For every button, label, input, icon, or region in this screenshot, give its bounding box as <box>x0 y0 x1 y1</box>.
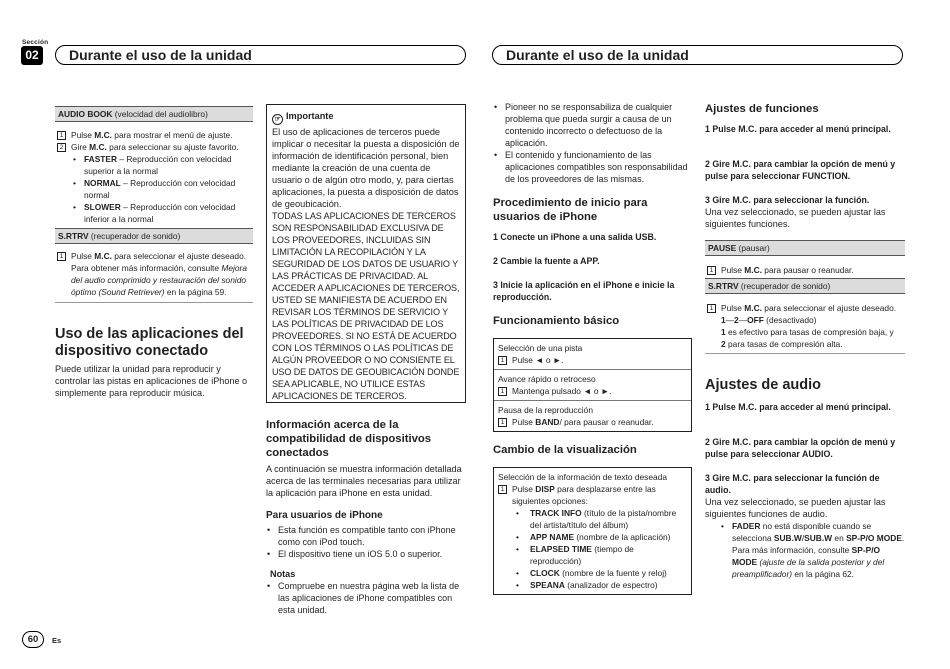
pause-bar: PAUSE (pausar) <box>705 240 905 256</box>
list-item: • Compruebe en nuestra página web la lista de las aplicaciones de iPhone compatibles con esta unidad. <box>266 580 466 616</box>
display-change-heading: Cambio de la visualización <box>493 444 637 456</box>
notes-list <box>266 580 466 616</box>
audiobook-bar: AUDIO BOOK (velocidad del audiolibro) <box>55 106 253 122</box>
important-text: El uso de aplicaciones de terceros puede implicar o necesitar la puesta a disposición de información de identificación personal, bien mediante la creación de una cuenta de usuario o de algún otro modo, y, para ciertas aplicaciones, la puesta a disposición de datos de geoubicación. <box>272 127 460 209</box>
srtrv-values: 1—2—OFF (desactivado) <box>721 315 817 325</box>
pause-step: 1 Pulse M.C. para pausar o reanudar. <box>705 264 905 276</box>
display-option: • SPEANA (analizador de espectro) <box>498 579 687 591</box>
list-item: • El dispositivo tiene un iOS 5.0 o superior. <box>266 548 466 560</box>
function-after: Una vez seleccionado, se pueden ajustar las siguientes funciones. <box>705 207 886 229</box>
important-caps: TODAS LAS APLICACIONES DE TERCEROS SON RESPONSABILIDAD EXCLUSIVA DE LOS PROVEEDORES, INCLUIDAS SIN LIMITACIÓN LA RECOPILACIÓN Y LA SEGURIDAD DE LOS DATOS DE USUARIO Y LAS PRÁCTICAS DE PRIVACIDAD. AL ACCEDER A APLICACIONES DE TERCEROS, USTED SE MANIFIESTA DE ACUERDO EN REVISAR LOS TÉRMINOS DE SERVICIO Y LAS POLÍTICAS DE PRIVACIDAD DE LOS PROVEEDORES. SI NO ESTÁ DE ACUERDO CON LOS TÉRMINOS O LAS POLÍTICAS DE ALGÚN PROVEEDOR O NO CONSIENTE EL USO DE DATOS DE GEOUBICACIÓN DONDE SEA APLICABLE, NO UTILICE ESTAS APLICACIONES DE TERCEROS. <box>272 211 460 401</box>
audiobook-option: • SLOWER – Reproducción con velocidad inferior a la normal <box>55 201 253 225</box>
basic-ops-heading: Funcionamiento básico <box>493 315 620 327</box>
page-number: 60 <box>22 631 44 648</box>
srtrv-step: 1 Pulse M.C. para seleccionar el ajuste deseado. <box>705 302 905 314</box>
start-procedure-heading: Procedimiento de inicio para usuarios de iPhone <box>493 197 648 223</box>
audio-settings-heading: Ajustes de audio <box>705 377 822 393</box>
srtrv-low: 1 es efectivo para tasas de compresión baja, y <box>721 327 894 337</box>
list-item: • El contenido y funcionamiento de las aplicaciones compatibles son responsabilidad de los proveedores de las mismas. <box>493 149 691 185</box>
srtrv-bar: S.RTRV (recuperador de sonido) <box>55 228 253 244</box>
display-option: • CLOCK (nombre de la fuente y reloj) <box>498 567 687 579</box>
function-settings-heading: Ajustes de funciones <box>705 103 819 115</box>
language-code: Es <box>52 636 62 645</box>
audiobook-option: • FASTER – Reproducción con velocidad superior a la normal <box>55 153 253 177</box>
audiobook-step-1: 1 Pulse M.C. para mostrar el menú de ajuste. <box>55 129 253 141</box>
function-step-3: 3 Gire M.C. para seleccionar la función. <box>705 195 870 205</box>
divider <box>705 353 905 354</box>
iphone-bullets <box>266 524 466 560</box>
section-label: Sección <box>22 39 49 46</box>
list-item: • Esta función es compatible tanto con iPhone como con iPod touch. <box>266 524 466 548</box>
audio-step-2: 2 Gire M.C. para cambiar la opción de menú y pulse para seleccionar AUDIO. <box>705 437 896 459</box>
apps-paragraph: Puede utilizar la unidad para reproducir y controlar las pistas en aplicaciones de iPhone o simplemente para reproducir música. <box>55 364 248 398</box>
function-settings-list <box>705 240 905 354</box>
important-icon: ☞ <box>272 114 283 125</box>
basic-ops-table <box>493 338 692 432</box>
display-option: • ELAPSED TIME (tiempo de reproducción) <box>498 543 687 567</box>
pioneer-bullets <box>493 101 691 185</box>
start-step-3: 3 Inicie la aplicación en el iPhone e inicie la reproducción. <box>493 280 675 302</box>
audio-after: Una vez seleccionado, se pueden ajustar las siguientes funciones de audio. <box>705 497 886 519</box>
display-table <box>493 467 692 595</box>
srtrv-high: 2 para tasas de compresión alta. <box>721 339 843 349</box>
apps-heading: Uso de las aplicaciones del dispositivo conectado <box>55 326 244 359</box>
display-option: • APP NAME (nombre de la aplicación) <box>498 531 687 543</box>
divider <box>55 302 253 303</box>
table-row: Avance rápido o retroceso 1 Mantenga pulsado ◄ o ►. <box>494 370 691 401</box>
start-step-1: 1 Conecte un iPhone a una salida USB. <box>493 232 657 242</box>
column-1 <box>55 106 253 303</box>
display-option: • TRACK INFO (título de la pista/nombre del artista/título del álbum) <box>498 507 687 531</box>
srtrv-bar: S.RTRV (recuperador de sonido) <box>705 278 905 294</box>
function-step-2: 2 Gire M.C. para cambiar la opción de menú y pulse para seleccionar FUNCTION. <box>705 159 896 181</box>
compat-heading: Información acerca de la compatibilidad de dispositivos conectados <box>266 419 432 459</box>
important-box <box>266 104 466 403</box>
iphone-users-heading: Para usuarios de iPhone <box>266 510 383 521</box>
srtrv-step: 1 Pulse M.C. para seleccionar el ajuste deseado. Para obtener más información, consulte Mejora del audio comprimido y restauración del sonido óptimo (Sound Retriever) en la página 59. <box>55 250 253 298</box>
compat-paragraph: A continuación se muestra información detallada acerca de las terminales necesarias para utilizar la aplicación para iPhone en esta unidad. <box>266 464 462 498</box>
start-step-2: 2 Cambie la fuente a APP. <box>493 256 600 266</box>
page-header-left: Durante el uso de la unidad <box>55 45 466 65</box>
audio-step-3: 3 Gire M.C. para seleccionar la función de audio. <box>705 473 880 495</box>
audio-step-1: 1 Pulse M.C. para acceder al menú principal. <box>705 402 891 412</box>
important-title: Importante <box>286 111 334 121</box>
important-title-row <box>272 110 460 125</box>
table-row: Pausa de la reproducción 1 Pulse BAND/ para pausar o reanudar. <box>498 405 654 427</box>
fader-note: • FADER no está disponible cuando se selecciona SUB.W/SUB.W en SP-P/O MODE. Para más información, consulte SP-P/O MODE (ajuste de la salida posterior y del preamplificador) en la página 62. <box>721 521 905 579</box>
list-item: • Pioneer no se responsabiliza de cualquier problema que pueda surgir a causa de un contenido incorrecto o defectuoso de la aplicación. <box>493 101 691 149</box>
audiobook-option: • NORMAL – Reproducción con velocidad normal <box>55 177 253 201</box>
page-header-right: Durante el uso de la unidad <box>492 45 903 65</box>
table-row: Selección de la información de texto deseada 1 Pulse DISP para desplazarse entre las siguientes opciones: • TRACK INFO (título de la pista/nombre del artista/título del álbum) • APP NAME (nombre de la aplicación) • ELAPSED TIME (tiempo de reproducción) • CLOCK (nombre de la fuente y reloj) • SPEANA (analizador de espectro) <box>494 468 691 594</box>
notes-title: Notas <box>270 569 296 579</box>
table-row: Selección de una pista 1 Pulse ◄ o ►. <box>494 339 691 370</box>
function-step-1: 1 Pulse M.C. para acceder al menú principal. <box>705 124 891 134</box>
section-number: 02 <box>21 46 43 65</box>
audiobook-step-2: 2 Gire M.C. para seleccionar su ajuste favorito. <box>55 141 253 153</box>
